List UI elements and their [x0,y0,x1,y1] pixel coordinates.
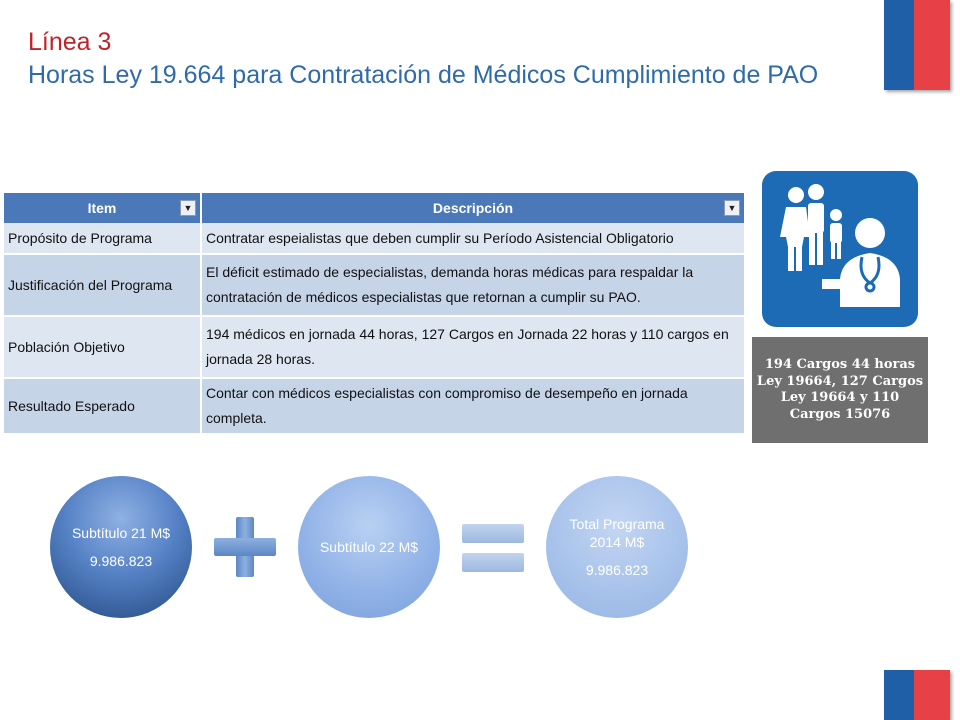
total-programa-label: Total Programa 2014 M$ [569,516,665,550]
subtitulo-22-circle [298,476,440,618]
subtitulo-21-circle [50,476,192,618]
table-row [4,223,745,254]
subtitulo-21-value: 9.986.823 [89,553,153,569]
cell-descripcion: 194 médicos en jornada 44 horas, 127 Cargos en Jornada 22 horas y 110 cargos en jornada 28 horas. [201,316,745,378]
flag-decoration-bottom [884,670,950,720]
header-descripcion-label: Descripción [432,200,514,216]
header-item-label: Item [87,200,117,216]
subtitulo-22-label: Subtítulo 22 M$ [319,539,419,555]
subtitulo-21-label: Subtítulo 21 M$ [71,525,171,541]
header-item [4,193,201,223]
cell-descripcion: Contar con médicos especialistas con compromiso de desempeño en jornada completa. [201,378,745,434]
flag-blue-stripe [884,0,914,90]
cell-descripcion: Contratar espeialistas que deben cumplir su Período Asistencial Obligatorio [201,223,745,254]
family-doctor-icon [762,171,918,327]
table-row [4,378,745,434]
title-line-2: Horas Ley 19.664 para Contratación de Médicos Cumplimiento de PAO [28,61,819,89]
flag-blue-stripe [884,670,914,720]
table-row [4,254,745,316]
cell-item: Resultado Esperado [4,378,201,434]
cell-item: Población Objetivo [4,316,201,378]
equals-icon-bar [462,553,524,572]
plus-icon-bar [214,538,276,556]
filter-dropdown-icon[interactable]: ▼ [180,200,196,216]
flag-red-stripe [914,0,950,90]
filter-dropdown-icon[interactable]: ▼ [724,200,740,216]
cell-item: Propósito de Programa [4,223,201,254]
cell-item: Justificación del Programa [4,254,201,316]
flag-red-stripe [914,670,950,720]
total-programa-value: 9.986.823 [585,562,649,578]
equals-icon [462,524,524,543]
slide-title [28,26,858,92]
flag-decoration-top [884,0,950,90]
program-table [4,193,746,426]
cargos-caption: 194 Cargos 44 horas Ley 19664, 127 Cargos Ley 19664 y 110 Cargos 15076 [752,337,928,443]
header-descripcion [201,193,745,223]
total-programa-circle [546,476,688,618]
title-line-1: Línea 3 [28,28,112,56]
table-row [4,316,745,378]
cell-descripcion: El déficit estimado de especialistas, demanda horas médicas para respaldar la contratación de médicos especialistas que retornan a cumplir su PAO. [201,254,745,316]
